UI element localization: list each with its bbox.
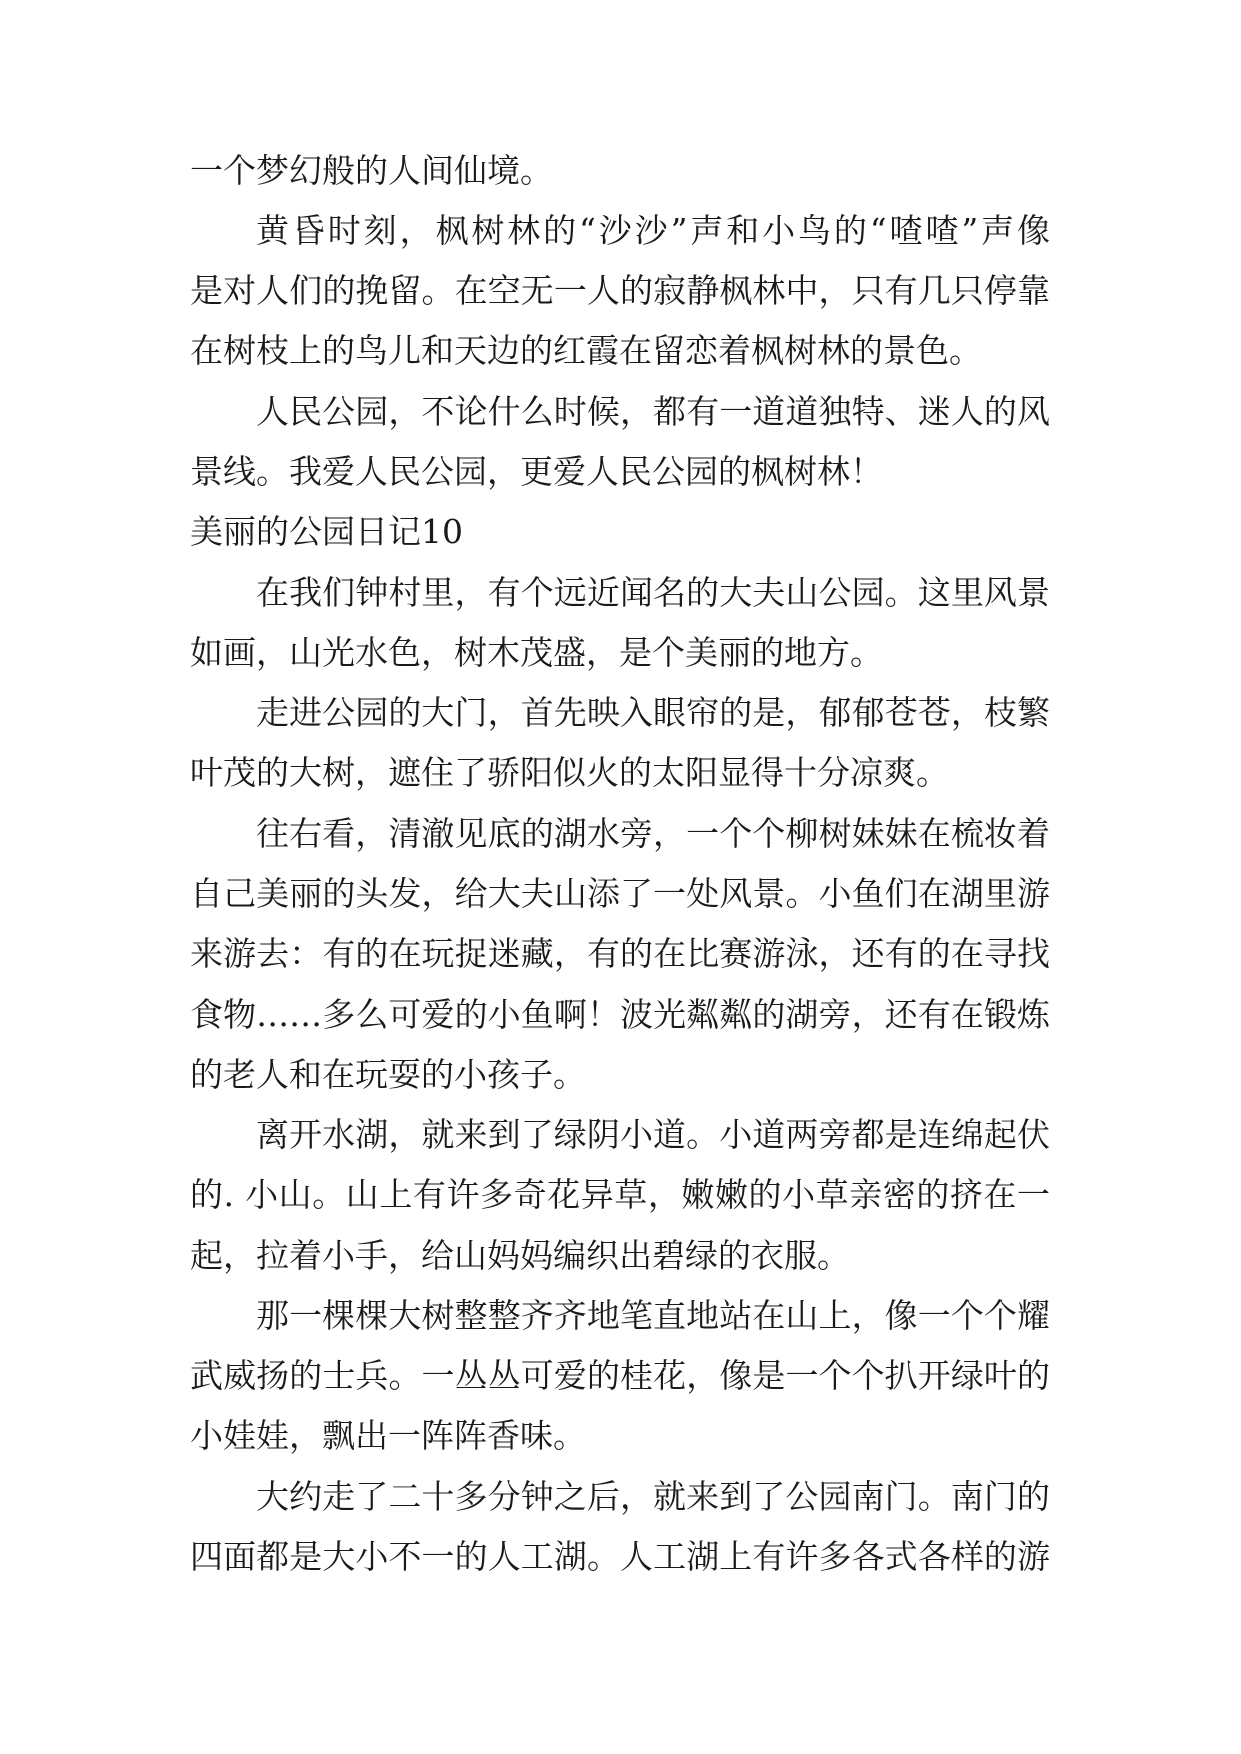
text-line: 是对人们的挽留。在空无一人的寂静枫林中，只有几只停靠 bbox=[190, 271, 1050, 310]
text-line: 叶茂的大树，遮住了骄阳似火的太阳显得十分凉爽。 bbox=[190, 753, 949, 792]
text-line: 人民公园，不论什么时候，都有一道道独特、迷人的风 bbox=[256, 392, 1050, 431]
text-line: 来游去：有的在玩捉迷藏，有的在比赛游泳，还有的在寻找 bbox=[190, 934, 1050, 973]
text-line: 往右看，清澈见底的湖水旁，一个个柳树妹妹在梳妆着 bbox=[256, 814, 1050, 853]
text-line: 的. 小山。山上有许多奇花异草，嫩嫩的小草亲密的挤在一 bbox=[190, 1175, 1050, 1214]
text-line: 走进公园的大门，首先映入眼帘的是，郁郁苍苍，枝繁 bbox=[256, 693, 1050, 732]
text-line: 的老人和在玩耍的小孩子。 bbox=[190, 1055, 586, 1094]
text-line: 那一棵棵大树整整齐齐地笔直地站在山上，像一个个耀 bbox=[256, 1296, 1050, 1335]
text-line: 大约走了二十多分钟之后，就来到了公园南门。南门的 bbox=[256, 1477, 1050, 1516]
text-line: 如画，山光水色，树木茂盛，是个美丽的地方。 bbox=[190, 633, 883, 672]
text-line: 在我们钟村里，有个远近闻名的大夫山公园。这里风景 bbox=[256, 573, 1050, 612]
text-line: 一个梦幻般的人间仙境。 bbox=[190, 151, 553, 190]
section-heading: 美丽的公园日记10 bbox=[190, 512, 463, 551]
text-line: 在树枝上的鸟儿和天边的红霞在留恋着枫树林的景色。 bbox=[190, 331, 982, 370]
text-line: 自己美丽的头发，给大夫山添了一处风景。小鱼们在湖里游 bbox=[190, 874, 1050, 913]
text-line: 离开水湖，就来到了绿阴小道。小道两旁都是连绵起伏 bbox=[256, 1115, 1050, 1154]
text-line: 景线。我爱人民公园，更爱人民公园的枫树林！ bbox=[190, 452, 883, 491]
text-line: 小娃娃，飘出一阵阵香味。 bbox=[190, 1416, 586, 1455]
text-line: 武威扬的士兵。一丛丛可爱的桂花，像是一个个扒开绿叶的 bbox=[190, 1356, 1050, 1395]
text-line: 起，拉着小手，给山妈妈编织出碧绿的衣服。 bbox=[190, 1236, 850, 1275]
text-line: 黄昏时刻，枫树林的“沙沙”声和小鸟的“喳喳”声像 bbox=[256, 211, 1050, 250]
text-line: 食物……多么可爱的小鱼啊！波光粼粼的湖旁，还有在锻炼 bbox=[190, 995, 1050, 1034]
text-line: 四面都是大小不一的人工湖。人工湖上有许多各式各样的游 bbox=[190, 1537, 1050, 1576]
